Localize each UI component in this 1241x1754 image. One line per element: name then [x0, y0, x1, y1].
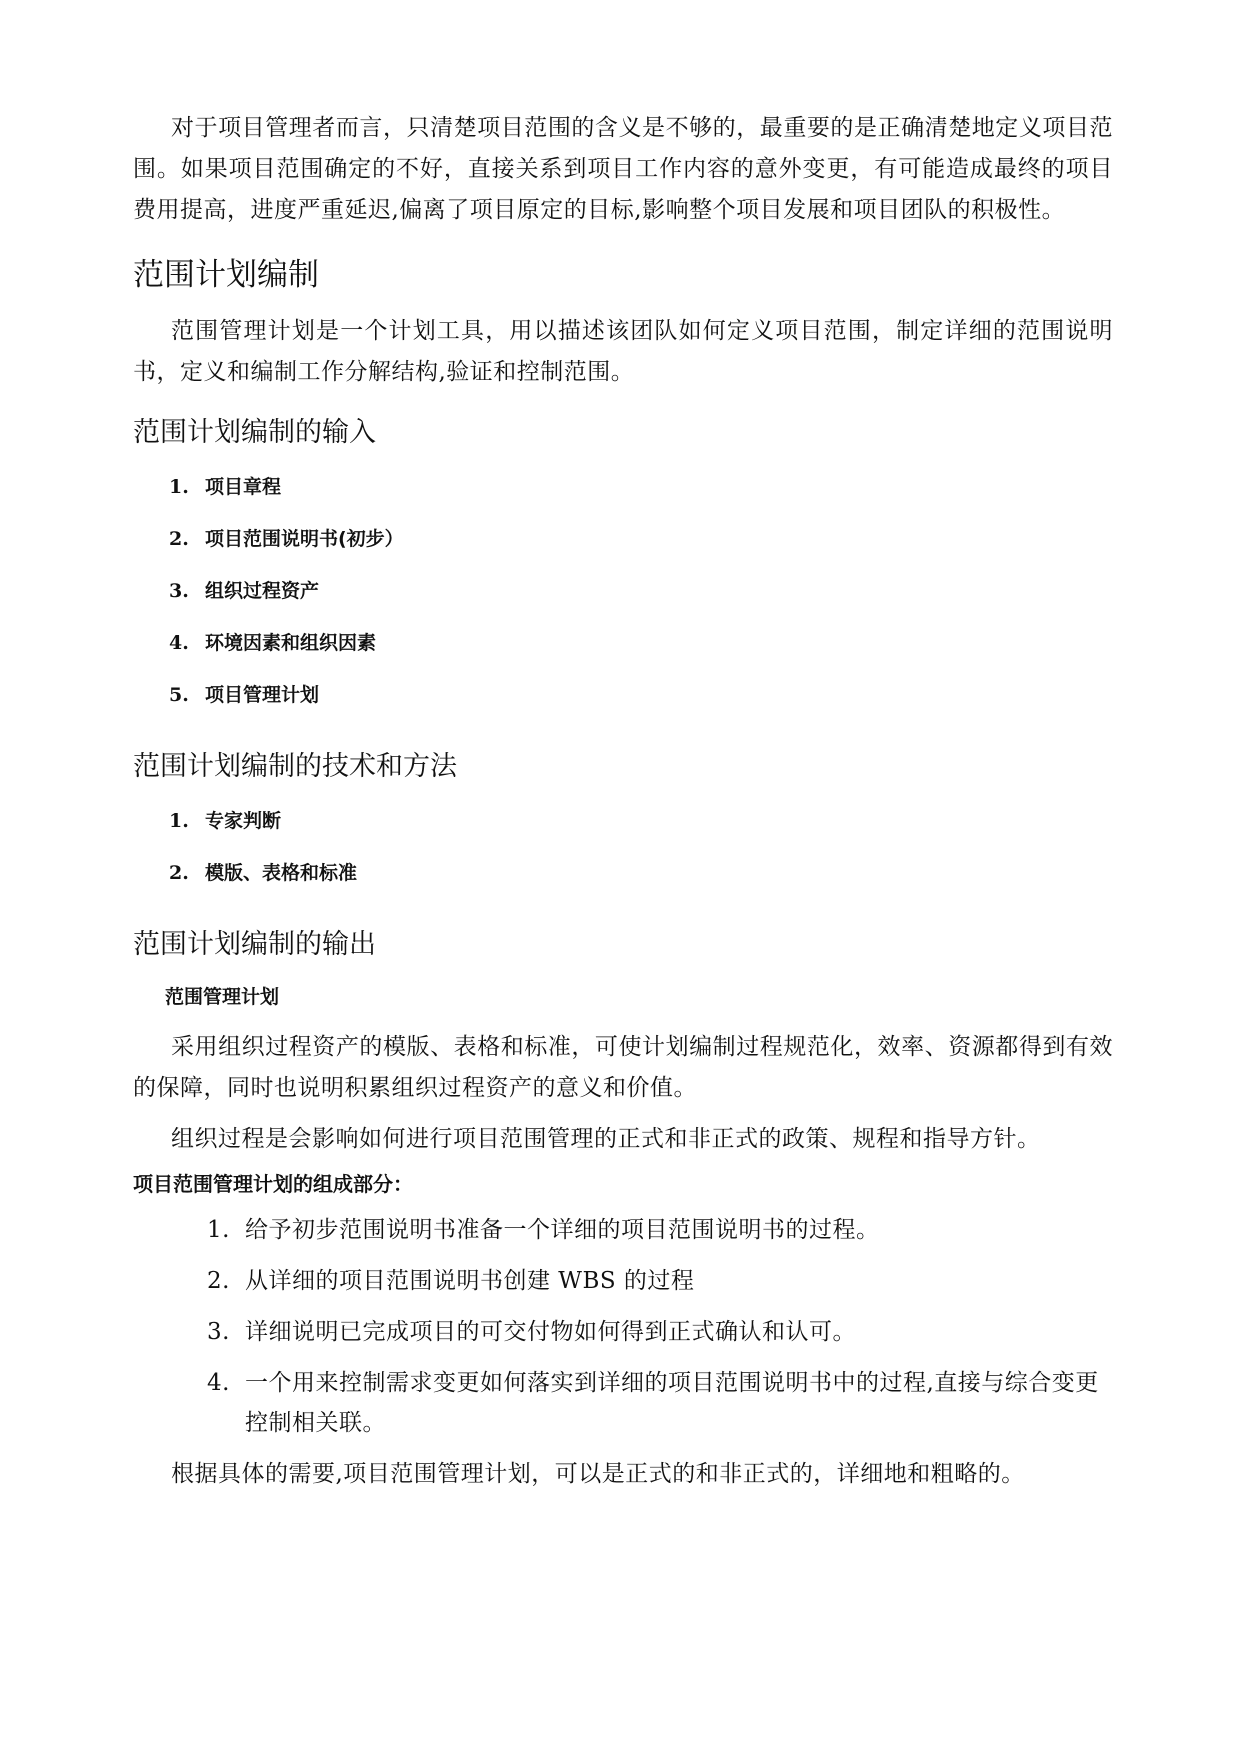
outputs-paragraph-1: 采用组织过程资产的模版、表格和标准，可使计划编制过程规范化，效率、资源都得到有效的保障，同时也说明积累组织过程资产的意义和价值。 — [133, 1034, 1113, 1101]
list-item-number: 2. — [169, 528, 189, 550]
list-item-number: 4. — [207, 1370, 230, 1396]
list-item-text: 组织过程资产 — [205, 580, 320, 602]
components-list — [133, 1210, 1113, 1443]
list-item-number: 1. — [169, 810, 189, 832]
list-item-number: 1. — [169, 476, 189, 498]
list-item-number: 4. — [169, 632, 189, 654]
list-item-text: 从详细的项目范围说明书创建 WBS 的过程 — [245, 1268, 695, 1294]
list-item — [133, 675, 1113, 727]
list-item-number: 3. — [207, 1319, 230, 1345]
list-item — [133, 853, 1113, 905]
list-item-number: 1. — [207, 1217, 230, 1243]
list-item — [133, 571, 1113, 623]
list-item — [133, 1210, 1113, 1250]
list-item-text: 专家判断 — [205, 810, 282, 832]
outputs-heading: 范围计划编制的输出 — [133, 929, 376, 960]
list-item-number: 3. — [169, 580, 189, 602]
list-item — [133, 1261, 1113, 1301]
document-page — [133, 108, 1113, 1495]
list-item-text: 模版、表格和标准 — [205, 862, 358, 884]
list-item-text: 给予初步范围说明书准备一个详细的项目范围说明书的过程。 — [245, 1217, 880, 1243]
closing-paragraph: 根据具体的需要,项目范围管理计划，可以是正式的和非正式的，详细地和粗略的。 — [171, 1461, 1025, 1487]
list-item — [133, 623, 1113, 675]
list-item-text: 一个用来控制需求变更如何落实到详细的项目范围说明书中的过程,直接与综合变更控制相关联。 — [245, 1370, 1099, 1436]
outputs-paragraph-2: 组织过程是会影响如何进行项目范围管理的正式和非正式的政策、规程和指导方针。 — [171, 1126, 1041, 1152]
list-item — [133, 1363, 1113, 1443]
list-item — [133, 519, 1113, 571]
list-item-number: 2. — [207, 1268, 230, 1294]
list-item-text: 环境因素和组织因素 — [205, 632, 377, 654]
intro-paragraph: 对于项目管理者而言，只清楚项目范围的含义是不够的，最重要的是正确清楚地定义项目范围。如果项目范围确定的不好，直接关系到项目工作内容的意外变更，有可能造成最终的项目费用提高，进度严重延迟,偏离了项目原定的目标,影响整个项目发展和项目团队的积极性。 — [133, 115, 1113, 223]
methods-list — [133, 801, 1113, 905]
components-label: 项目范围管理计划的组成部分： — [133, 1172, 413, 1196]
outputs-subtitle: 范围管理计划 — [165, 986, 280, 1008]
section-title: 范围计划编制 — [133, 257, 319, 293]
list-item-number: 5. — [169, 684, 189, 706]
list-item-text: 详细说明已完成项目的可交付物如何得到正式确认和认可。 — [245, 1319, 856, 1345]
methods-heading: 范围计划编制的技术和方法 — [133, 751, 457, 782]
section-paragraph: 范围管理计划是一个计划工具，用以描述该团队如何定义项目范围，制定详细的范围说明书，定义和编制工作分解结构,验证和控制范围。 — [133, 318, 1113, 385]
list-item-text: 项目范围说明书(初步） — [205, 528, 404, 550]
list-item — [133, 1312, 1113, 1352]
list-item-text: 项目章程 — [205, 476, 282, 498]
list-item-number: 2. — [169, 862, 189, 884]
list-item-text: 项目管理计划 — [205, 684, 320, 706]
list-item — [133, 467, 1113, 519]
inputs-heading: 范围计划编制的输入 — [133, 417, 376, 448]
inputs-list — [133, 467, 1113, 727]
list-item — [133, 801, 1113, 853]
